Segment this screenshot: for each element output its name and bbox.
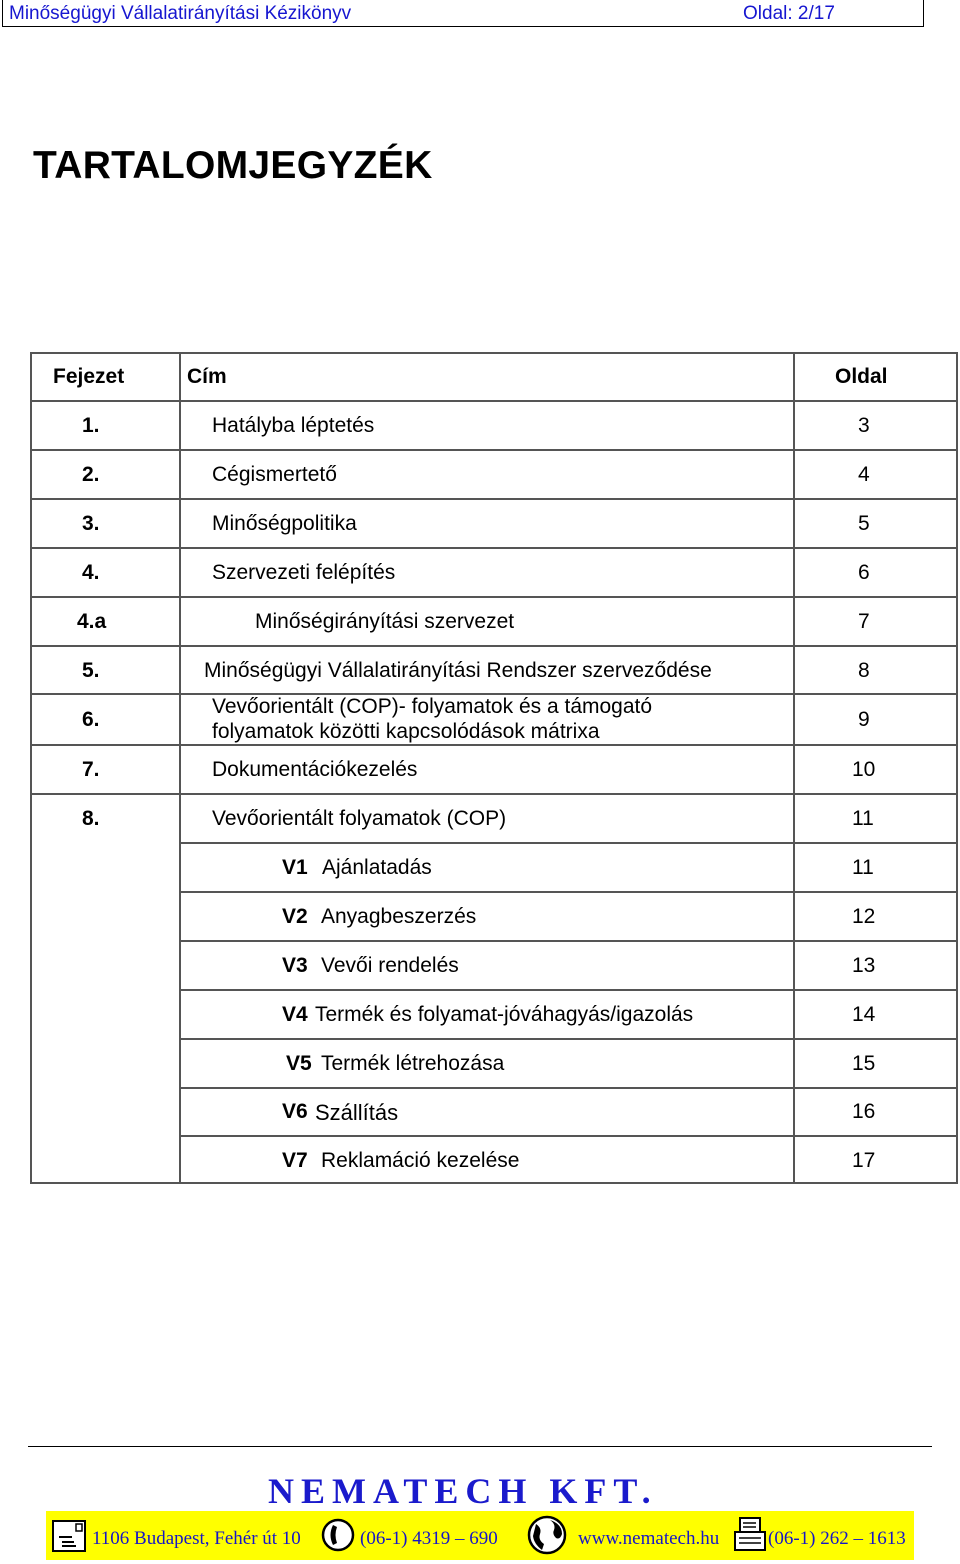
globe-icon <box>526 1514 568 1556</box>
toc-row-num: 3. <box>82 512 100 535</box>
toc-table <box>30 352 958 1184</box>
toc-row-page: 6 <box>858 561 870 584</box>
toc-row-title: Szervezeti felépítés <box>212 561 396 584</box>
phone-text: (06-1) 4319 – 690 <box>360 1528 498 1549</box>
toc-row-page: 8 <box>858 659 870 682</box>
subrow-title: Ajánlatadás <box>322 856 432 879</box>
footer-divider <box>28 1446 932 1447</box>
toc-row-page: 11 <box>852 807 874 830</box>
subrow-page: 12 <box>852 905 876 928</box>
company-name: NEMATECH KFT. <box>268 1471 658 1511</box>
toc-row-num: 8. <box>82 807 100 830</box>
col-header-title: Cím <box>187 365 227 388</box>
address-text: 1106 Budapest, Fehér út 10 <box>92 1528 301 1549</box>
subrow-code: V1 <box>282 856 308 879</box>
subrow-code: V7 <box>282 1149 308 1172</box>
toc-row-title: Cégismertető <box>212 463 337 486</box>
toc-row-title: Vevőorientált folyamatok (COP) <box>212 807 507 830</box>
subrow-title: Szállítás <box>315 1100 399 1125</box>
subrow-code: V4 <box>282 1003 308 1026</box>
toc-row-page: 5 <box>858 512 870 535</box>
subrow-page: 14 <box>852 1003 876 1026</box>
toc-row-num: 1. <box>82 414 100 437</box>
col-header-page: Oldal <box>835 365 888 388</box>
toc-row-title: Minőségügyi Vállalatirányítási Rendszer szerveződése <box>204 659 712 682</box>
toc-row-title-line1: Vevőorientált (COP)- folyamatok és a támogató <box>212 695 653 718</box>
toc-row-page: 7 <box>858 610 870 633</box>
subrow-page: 15 <box>852 1052 876 1075</box>
subrow-title: Termék és folyamat-jóváhagyás/igazolás <box>315 1003 694 1026</box>
subrow-title: Vevői rendelés <box>321 954 459 977</box>
toc-row-title: Hatályba léptetés <box>212 414 375 437</box>
toc-row-title-line2: folyamatok közötti kapcsolódások mátrixa <box>212 720 600 743</box>
toc-row-page: 9 <box>858 708 870 731</box>
web-text: www.nematech.hu <box>578 1528 720 1549</box>
subrow-title: Reklamáció kezelése <box>321 1149 520 1172</box>
subrow-code: V6 <box>282 1100 308 1123</box>
toc-row-num: 6. <box>82 708 100 731</box>
subrow-code: V3 <box>282 954 308 977</box>
toc-row-title: Dokumentációkezelés <box>212 758 418 781</box>
toc-row-num: 4. <box>82 561 100 584</box>
subrow-page: 16 <box>852 1100 876 1123</box>
subrow-title: Termék létrehozása <box>321 1052 505 1075</box>
contact-bar <box>46 1511 914 1560</box>
fax-text: (06-1) 262 – 1613 <box>768 1528 906 1549</box>
toc-row-num: 7. <box>82 758 100 781</box>
toc-row-num: 5. <box>82 659 100 682</box>
subrow-page: 17 <box>852 1149 876 1172</box>
toc-row-num: 2. <box>82 463 100 486</box>
toc-row-title: Minőségirányítási szervezet <box>255 610 515 633</box>
subrow-page: 13 <box>852 954 876 977</box>
subrow-page: 11 <box>852 856 874 879</box>
toc-row-page: 4 <box>858 463 870 486</box>
subrow-title: Anyagbeszerzés <box>321 905 477 928</box>
toc-row-title: Minőségpolitika <box>212 512 357 535</box>
subrow-code: V5 <box>286 1052 312 1075</box>
toc-row-page: 10 <box>852 758 876 781</box>
phone-icon <box>320 1515 356 1555</box>
col-header-chapter: Fejezet <box>53 365 125 388</box>
mail-icon <box>50 1515 90 1557</box>
page-title: TARTALOMJEGYZÉK <box>33 144 433 187</box>
fax-icon <box>732 1515 768 1555</box>
header-page: Oldal: 2/17 <box>743 3 835 24</box>
subrow-code: V2 <box>282 905 308 928</box>
header-title: Minőségügyi Vállalatirányítási Kézikönyv <box>9 3 352 24</box>
toc-row-page: 3 <box>858 414 870 437</box>
page-header <box>2 0 924 27</box>
toc-row-num: 4.a <box>77 610 107 633</box>
